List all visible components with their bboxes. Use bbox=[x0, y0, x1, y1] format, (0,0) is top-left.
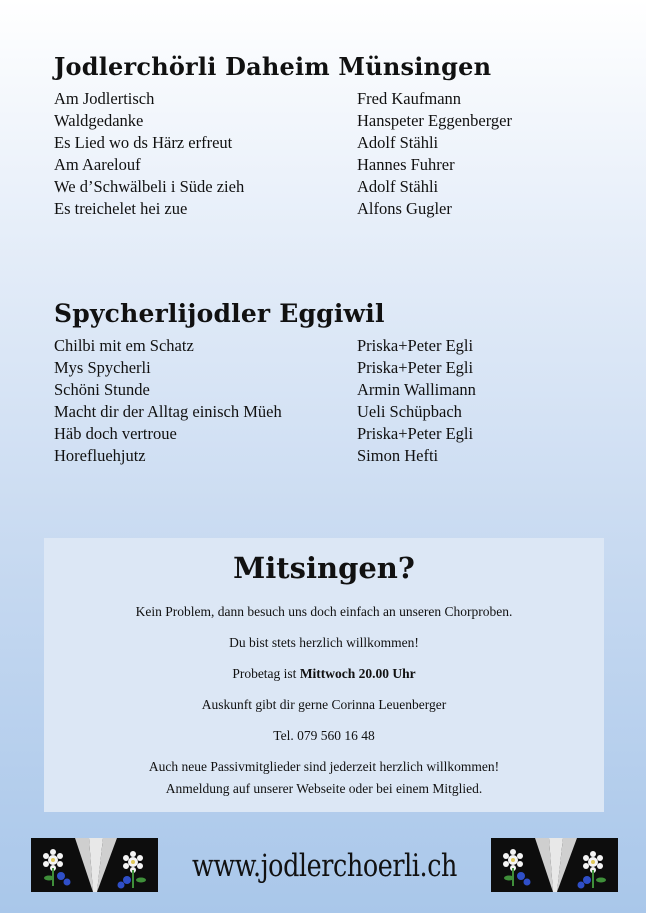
song-title: Chilbi mit em Schatz bbox=[54, 336, 194, 355]
rehearsal-prefix: Probetag ist bbox=[232, 666, 300, 681]
song-row bbox=[54, 132, 614, 154]
song-title: Am Jodlertisch bbox=[54, 89, 155, 108]
song-row bbox=[54, 379, 614, 401]
song-author: Priska+Peter Egli bbox=[357, 358, 474, 377]
song-author: Hanspeter Eggenberger bbox=[357, 111, 513, 130]
invite-title: Mitsingen? bbox=[233, 551, 415, 585]
contact-phone: Tel. 079 560 16 48 bbox=[273, 728, 375, 743]
invite-box bbox=[44, 538, 604, 812]
song-author: Fred Kaufmann bbox=[357, 89, 462, 108]
section-spycherlijodler bbox=[54, 299, 614, 467]
song-title: Horefluehjutz bbox=[54, 446, 146, 465]
rehearsal-time: Mittwoch 20.00 Uhr bbox=[299, 666, 416, 681]
song-row bbox=[54, 154, 614, 176]
section-title: Spycherlijodler Eggiwil bbox=[54, 299, 385, 328]
song-row bbox=[54, 88, 614, 110]
section-jodlerchoerli bbox=[54, 52, 614, 220]
song-author: Hannes Fuhrer bbox=[357, 155, 455, 174]
song-author: Simon Hefti bbox=[357, 446, 439, 465]
song-author: Priska+Peter Egli bbox=[357, 336, 474, 355]
footer bbox=[0, 838, 646, 894]
invite-text: Anmeldung auf unserer Webseite oder bei einem Mitglied. bbox=[165, 781, 483, 796]
rehearsal-day bbox=[44, 664, 604, 684]
song-title: We d’Schwälbeli i Süde zieh bbox=[54, 177, 245, 196]
invite-text: Kein Problem, dann besuch uns doch einfach an unseren Chorproben. bbox=[135, 604, 513, 619]
song-author: Ueli Schüpbach bbox=[357, 402, 462, 421]
costume-edelweiss-icon bbox=[31, 838, 158, 892]
website-url[interactable]: www.jodlerchoerli.ch bbox=[192, 848, 457, 884]
song-list bbox=[54, 335, 614, 467]
song-list bbox=[54, 88, 614, 220]
song-title: Waldgedanke bbox=[54, 111, 144, 130]
song-author: Alfons Gugler bbox=[357, 199, 452, 218]
song-row bbox=[54, 110, 614, 132]
song-title: Es treichelet hei zue bbox=[54, 199, 188, 218]
song-title: Macht dir der Alltag einisch Müeh bbox=[54, 402, 282, 421]
invite-text: Du bist stets herzlich willkommen! bbox=[229, 635, 419, 650]
song-author: Adolf Stähli bbox=[357, 177, 439, 196]
song-row bbox=[54, 198, 614, 220]
song-row bbox=[54, 401, 614, 423]
song-title: Mys Spycherli bbox=[54, 358, 151, 377]
song-row bbox=[54, 357, 614, 379]
song-title: Am Aarelouf bbox=[54, 155, 141, 174]
invite-text: Auch neue Passivmitglieder sind jederzeit herzlich willkommen! bbox=[148, 759, 500, 774]
contact-person: Auskunft gibt dir gerne Corinna Leuenberger bbox=[201, 697, 447, 712]
song-title: Es Lied wo ds Härz erfreut bbox=[54, 133, 233, 152]
song-title: Schöni Stunde bbox=[54, 380, 150, 399]
costume-edelweiss-icon bbox=[491, 838, 618, 892]
song-row bbox=[54, 423, 614, 445]
song-row bbox=[54, 445, 614, 467]
section-title: Jodlerchörli Daheim Münsingen bbox=[54, 52, 492, 81]
song-author: Adolf Stähli bbox=[357, 133, 439, 152]
song-author: Armin Wallimann bbox=[357, 380, 476, 399]
song-row bbox=[54, 176, 614, 198]
song-row bbox=[54, 335, 614, 357]
song-title: Häb doch vertroue bbox=[54, 424, 177, 443]
song-author: Priska+Peter Egli bbox=[357, 424, 474, 443]
